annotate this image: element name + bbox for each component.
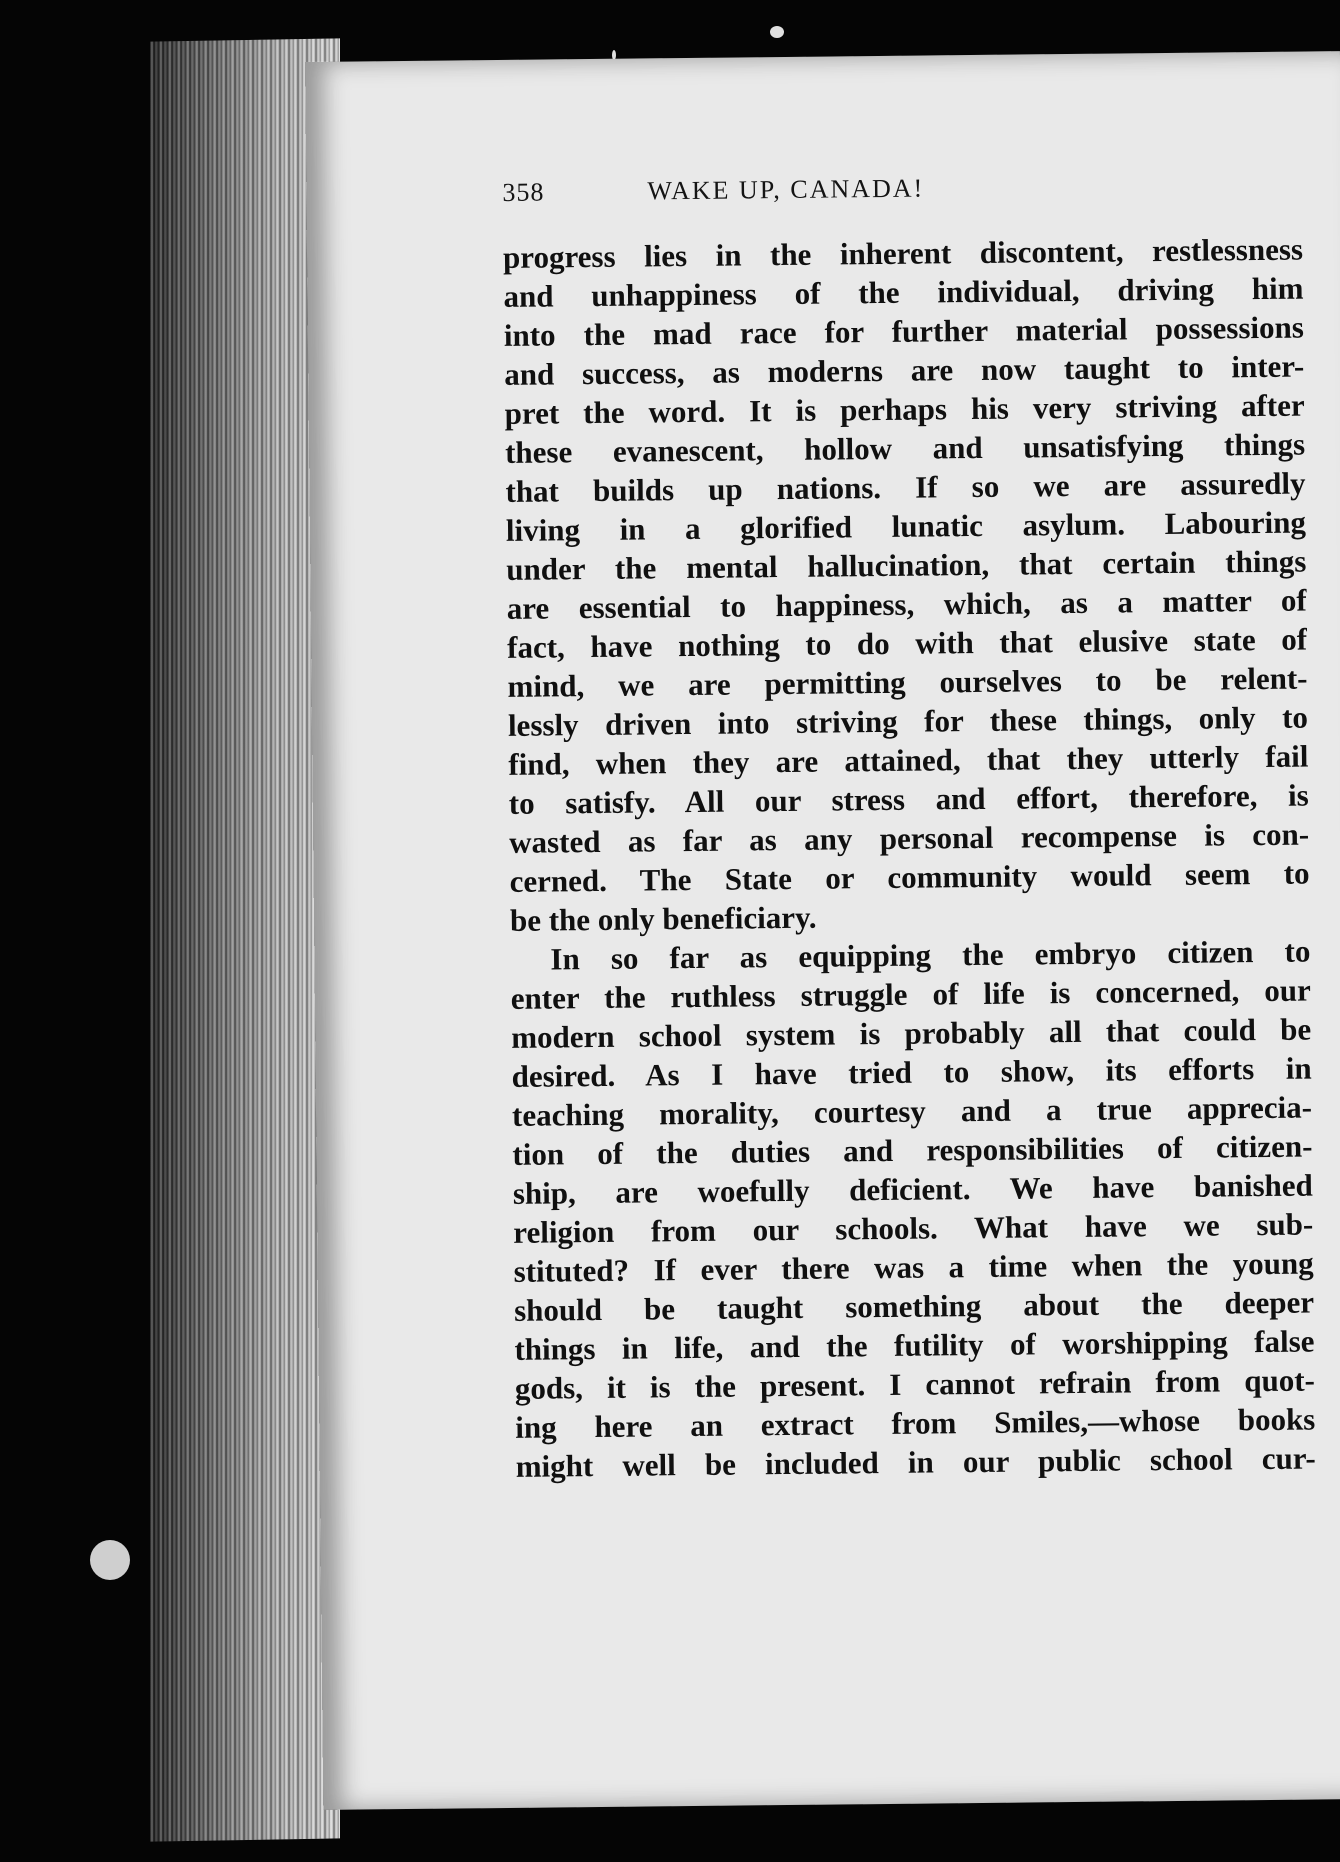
- text-line: things in life, and the futility of worshipping false: [514, 1323, 1315, 1367]
- running-title: WAKE UP, CANADA!: [647, 173, 925, 206]
- text-line: gods, it is the present. I cannot refrain from quot-: [514, 1362, 1316, 1406]
- text-line: are essential to happiness, which, as a matter of: [506, 582, 1307, 626]
- text-line: these evanescent, hollow and unsatisfying things: [504, 426, 1306, 470]
- text-line: cerned. The State or community would seem to: [509, 855, 1310, 899]
- text-line: desired. As I have tried to show, its efforts in: [511, 1050, 1312, 1094]
- text-line: pret the word. It is perhaps his very striving after: [504, 387, 1305, 431]
- text-line: fact, have nothing to do with that elusive state of: [506, 621, 1308, 665]
- running-head: [502, 169, 1322, 218]
- text-line: progress lies in the inherent discontent, restlessness: [502, 231, 1304, 275]
- text-line: that builds up nations. If so we are assuredly: [505, 465, 1306, 509]
- text-line: should be taught something about the deeper: [513, 1284, 1315, 1328]
- body-text: [503, 230, 1316, 1486]
- text-line: lessly driven into striving for these things, only to: [507, 699, 1309, 743]
- scan-speck: [90, 1540, 130, 1580]
- text-line: teaching morality, courtesy and a true apprecia-: [511, 1089, 1313, 1133]
- book-page: [305, 51, 1340, 1810]
- text-line: under the mental hallucination, that certain things: [506, 543, 1307, 587]
- text-line: tion of the duties and responsibilities of citizen-: [512, 1128, 1313, 1172]
- text-line: to satisfy. All our stress and effort, therefore, is: [508, 777, 1309, 821]
- page-number: 358: [502, 177, 545, 207]
- text-line: find, when they are attained, that they utterly fail: [508, 738, 1309, 782]
- text-line: ing here an extract from Smiles,—whose books: [515, 1401, 1316, 1445]
- text-line: might well be included in our public school cur-: [515, 1440, 1316, 1484]
- text-line: and success, as moderns are now taught to inter-: [504, 348, 1305, 392]
- scan-speck: [770, 26, 784, 38]
- text-line: In so far as equipping the embryo citizen to: [550, 933, 1311, 977]
- text-line: into the mad race for further material possessions: [503, 309, 1305, 353]
- text-line: mind, we are permitting ourselves to be relent-: [507, 660, 1308, 704]
- text-line: and unhappiness of the individual, driving him: [503, 270, 1304, 314]
- text-line: stituted? If ever there was a time when the young: [513, 1245, 1314, 1289]
- text-line: be the only beneficiary.: [509, 899, 817, 938]
- text-line: modern school system is probably all that could be: [511, 1011, 1312, 1055]
- text-line: wasted as far as any personal recompense is con-: [509, 816, 1310, 860]
- text-line: ship, are woefully deficient. We have banished: [512, 1167, 1313, 1211]
- text-line: religion from our schools. What have we sub-: [513, 1206, 1314, 1250]
- text-line: enter the ruthless struggle of life is concerned, our: [510, 972, 1311, 1016]
- text-line: living in a glorified lunatic asylum. Labouring: [505, 504, 1307, 548]
